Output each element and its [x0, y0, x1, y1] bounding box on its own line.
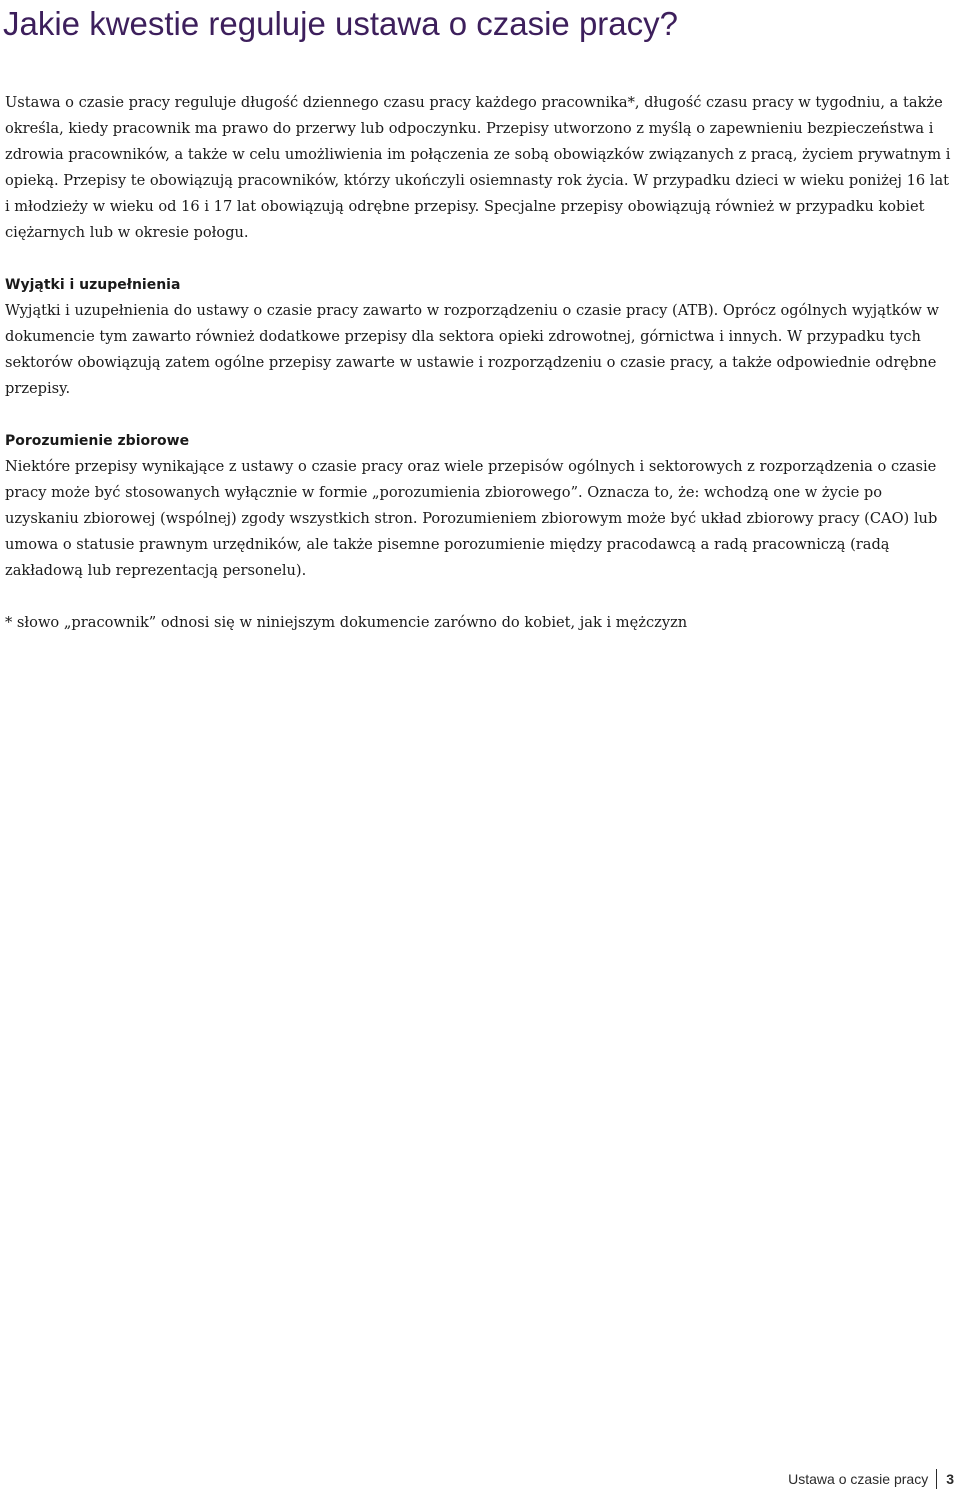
section-heading: Porozumienie zbiorowe: [5, 433, 190, 449]
document-body: [5, 90, 957, 636]
footer-document-title: Ustawa o czasie pracy: [788, 1471, 929, 1487]
section-paragraph: Niektóre przepisy wynikające z ustawy o czasie pracy oraz wiele przepisów ogólnych i sektorowych z rozporządzenia o czasie pracy może być stosowanych wyłącznie w formie „porozumienia zbiorowego”. Oznacza to, że: wchodzą one w życie po uzyskaniu zbiorowej (wspólnej) zgody wszystkich stron. Porozumieniem zbiorowym może być układ zbiorowy pracy (CAO) lub umowa o statusie prawnym urzędników, ale także pisemne porozumienie między pracodawcą a radą pracowniczą (radą zakładową lub reprezentacją personelu).: [5, 458, 938, 579]
footer-divider: [936, 1469, 937, 1489]
page-number: 3: [946, 1471, 954, 1487]
section-exceptions: [5, 272, 957, 402]
intro-paragraph: Ustawa o czasie pracy reguluje długość dziennego czasu pracy każdego pracownika*, długość czasu pracy w tygodniu, a także określa, kiedy pracownik ma prawo do przerwy lub odpoczynku. Przepisy utworzono z myślą o zapewnieniu bezpieczeństwa i zdrowia pracowników, a także w celu umożliwienia im połączenia ze sobą obowiązków związanych z pracą, życiem prywatnym i opieką. Przepisy te obowiązują pracowników, którzy ukończyli osiemnasty rok życia. W przypadku dzieci w wieku poniżej 16 lat i młodzieży w wieku od 16 i 17 lat obowiązują odrębne przepisy. Specjalne przepisy obowiązują również w przypadku kobiet ciężarnych lub w okresie połogu.: [5, 94, 951, 241]
section-collective-agreement: [5, 428, 957, 584]
section-heading: Wyjątki i uzupełnienia: [5, 277, 181, 293]
footnote: * słowo „pracownik” odnosi się w niniejszym dokumencie zarówno do kobiet, jak i mężczyzn: [5, 614, 688, 631]
section-paragraph: Wyjątki i uzupełnienia do ustawy o czasie pracy zawarto w rozporządzeniu o czasie pracy (ATB). Oprócz ogólnych wyjątków w dokumencie tym zawarto również dodatkowe przepisy dla sektora opieki zdrowotnej, górnictwa i innych. W przypadku tych sektorów obowiązują zatem ogólne przepisy zawarte w ustawie i rozporządzeniu o czasie pracy, a także odpowiednie odrębne przepisy.: [5, 302, 940, 397]
page-title: Jakie kwestie reguluje ustawa o czasie pracy?: [3, 5, 679, 42]
page-footer: [788, 1468, 954, 1490]
